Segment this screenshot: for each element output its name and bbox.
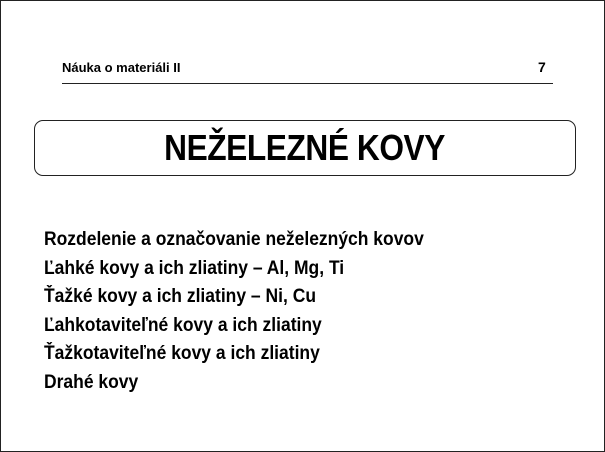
- topic-item: Ľahké kovy a ich zliatiny – Al, Mg, Ti: [44, 257, 345, 279]
- topic-item: Rozdelenie a označovanie neželezných kovov: [44, 229, 424, 250]
- header-divider: [62, 83, 553, 84]
- slide-title: NEŽELEZNÉ KOVY: [164, 127, 446, 168]
- title-frame: [34, 120, 576, 176]
- topic-item: Ľahkotaviteľné kovy a ich zliatiny: [44, 314, 322, 336]
- course-title: Náuka o materiáli II: [62, 60, 181, 75]
- page-number: 7: [538, 59, 546, 75]
- topic-item: Ťažké kovy a ich zliatiny – Ni, Cu: [44, 286, 317, 307]
- topic-list: [44, 226, 457, 397]
- topic-item: Ťažkotaviteľné kovy a ich zliatiny: [44, 343, 320, 364]
- topic-item: Drahé kovy: [44, 371, 139, 393]
